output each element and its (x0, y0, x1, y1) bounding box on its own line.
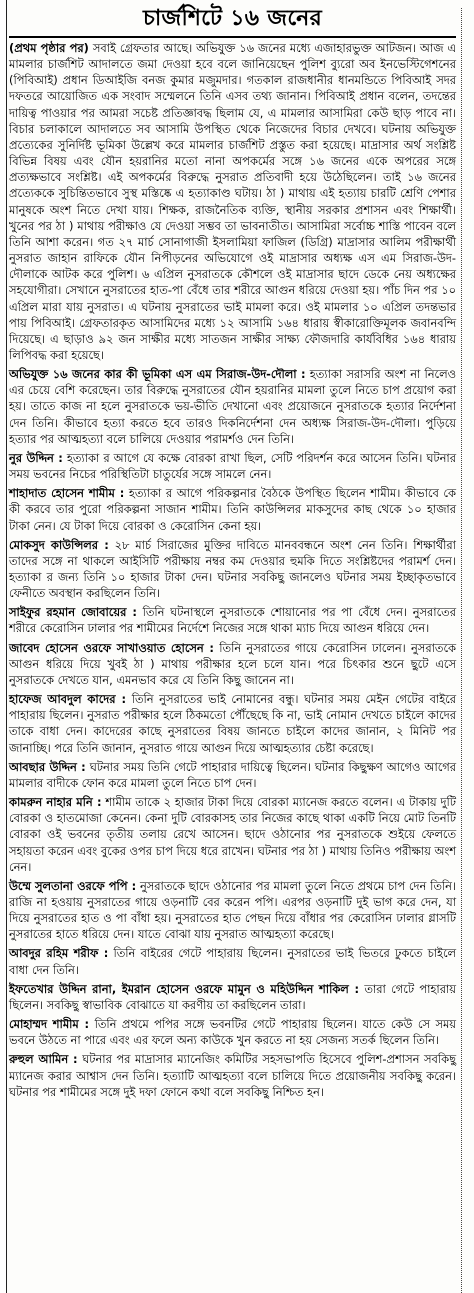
section-text: তিনি নুসরাতের গায়ে কেরোসিন ঢালেন। নুসরাতকে আগুন ধরিয়ে দিয়ে খুবই ঠা ) মাথায় পরীক্ষার হলে চলে যান। পরে চিৎকার শুনে ছুটে এসে নুসরাতকে দেখতে যান, এমনভাব করে যে তিনি কিছু জানেন না। (9, 640, 456, 687)
left-margin-rule (0, 0, 7, 1293)
section-nur-uddin (9, 450, 456, 482)
headline-rule (9, 36, 456, 38)
section-text: ঘটনার পর মাদ্রাসার ম্যানেজিং কমিটির সহসভাপতি হিসেবে পুলিশ-প্রশাসন সবকিছু ম্যানেজ করার আশ্বাস দেন তিনি। হত্যাটি আত্মহত্যা বলে চালিয়ে দিতে প্রয়োজনীয় সবকিছু করেন। ঘটনার পর শামীমের সঙ্গে দুই দফা ফোনে কথা বলে সবকিছু নিশ্চিত হন। (9, 1052, 456, 1099)
section-name: উম্মে সুলতানা ওরফে পপি : (9, 878, 137, 893)
section-text: তারা গেটে পাহারায় ছিলেন। সবকিছু স্বাভাবিক বোঝাতে যা করণীয় তা করছিলেন তারা। (9, 981, 456, 1012)
section-kamrun-nahar-moni (9, 794, 456, 875)
section-text: তিনি বাইরের গেটে পাহারায় ছিলেন। নুসরাতের ভাই ভিতরে ঢুকতে চাইলে বাধা দেন তিনি। (9, 946, 457, 977)
section-name: ইফতেখার উদ্দিন রানা, ইমরান হোসেন ওরফে মামুন ও মহিউদ্দিন শাকিল : (9, 981, 360, 996)
section-text: ২৮ মার্চ সিরাজের মুক্তির দাবিতে মানববন্ধনে অংশ নেন তিনি। শিক্ষার্থীরা তাদের সঙ্গে না থাকলে আইসিটি পরীক্ষায় নম্বর কম দেওয়ার হুমকি দিতে সংশ্লিষ্টদের পরামর্শ দেন। হত্যাকা র জন্য তিনি ১০ হাজার টাকা দেন। ঘটনার সবকিছু জানলেও ঘটনার সময় ইচ্ছাকৃতভাবে ফেনীতে অবস্থান করছিলেন তিনি। (9, 537, 456, 601)
section-saifur-rahman-jobayer (9, 604, 456, 636)
intro-text: সবাই গ্রেফতার আছে। অভিযুক্ত ১৬ জনের মধ্যে এজাহারভুক্ত আটজন। আজ এ মামলার চার্জশিট আদালতে জমা দেওয়া হবে বলে জানিয়েছেন পুলিশ ব্যুরো অব ইনভেস্টিগেশনের (পিবিআই) প্রধান ডিআইজি বনজ কুমার মজুমদার। গতকাল রাজধানীর ধানমন্ডিতে পিবিআই সদর দফতরে আয়োজিত এক সংবাদ সম্মেলনে তিনি এসব তথ্য জানান। পিবিআই প্রধান বলেন, তদন্তের দায়িত্ব পাওয়ার পর আমরা সচেষ্ট প্রতিজ্ঞাবদ্ধ ছিলাম যে, এ মামলার আসামিরা কেউ ছাড় পাবে না। বিচার চলাকালে আদালতে সব আসামি উপস্থিত থেকে নিজেদের বিচার দেখবে। ঘটনায় অভিযুক্ত প্রত্যেকের সুনির্দিষ্ট ভূমিকা উল্লেখ করে মামলার চার্জশিট প্রস্তুত করা হয়েছে। মাদ্রাসার অর্থ সংশ্লিষ্ট বিভিন্ন বিষয় এবং যৌন হয়রানির মতো নানা অপকর্মের সঙ্গে ১৬ জনের একে অপরের সঙ্গে প্রত্যক্ষভাবে সংশ্লিষ্ট। এই অপকর্মের বিরুদ্ধে নুসরাত প্রতিবাদী হয়ে উঠেছিলেন। তাই ১৬ জনের প্রত্যেককে সুচিন্তিতভাবে সুস্থ মস্তিষ্কে এ হত্যাকাণ্ড ঘটায়। ঠা ) মাথায় এই হত্যায় চারটি শ্রেণি পেশার মানুষকে অংশ নিতে দেখা যায়। শিক্ষক, রাজনৈতিক ব্যক্তি, স্থানীয় সরকার প্রশাসন এবং শিক্ষার্থী। খুনের পর ঠা ) মাথায় পরীক্ষাও যে দেওয়া সম্ভব তা ভাবনাতীত। আসামিরা সর্বোচ্চ শাস্তি পাবেন বলে তিনি আশা করেন। গত ২৭ মার্চ সোনাগাজী ইসলামিয়া ফাজিল (ডিগ্রি) মাদ্রাসার আলিম পরীক্ষার্থী নুসরাত জাহান রাফিকে যৌন নিপীড়নের অভিযোগে ওই মাদ্রাসার অধ্যক্ষ এস এম সিরাজ-উদ-দৌলাকে আটক করে পুলিশ। ৬ এপ্রিল নুসরাতকে কৌশলে ওই মাদ্রাসার ছাদে ডেকে নেয় অধ্যক্ষের সহযোগীরা। সেখানে নুসরাতের হাত-পা বেঁধে তার শরীরে আগুন ধরিয়ে দেওয়া হয়। পাঁচ দিন পর ১০ এপ্রিল মারা যায় নুসরাত। এ ঘটনায় নুসরাতের ভাই মামলা করে। ওই মামলার ১০ এপ্রিল তদন্তভার পায় পিবিআই। গ্রেফতারকৃত আসামিদের মধ্যে ১২ আসামি ১৬৪ ধারায় স্বীকারোক্তিমূলক জবানবন্দি দিয়েছে। এ ছাড়াও ৯২ জন সাক্ষীর মধ্যে সাতজন সাক্ষীর সাক্ষ্য ফৌজদারি কার্যবিধির ১৬৪ ধারায় লিপিবদ্ধ করা হয়েছে। (9, 41, 456, 362)
continued-marker: (প্রথম পৃষ্ঠার পর) (9, 41, 89, 55)
section-abdur-rahim-sharif (9, 945, 456, 977)
section-text: নুসরাতকে ছাদে ওঠানোর পর মামলা তুলে নিতে প্রথমে চাপ দেন তিনি। রাজি না হওয়ায় নুসরাতের গায়ে ওড়নাটি বের করেন পপি। এরপর ওড়নাটি দুই ভাগ করে দেন, যা দিয়ে নুসরাতের হাত ও পা বাঁধা হয়। নুসরাতের হাত পেছন দিয়ে বাঁধার পর কেরোসিন ঢালার গ্লাসটি নুসরাতের হাতে ধরিয়ে দেন। যাতে বোঝা যায় নুসরাত আত্মহত্যা করেছে। (9, 878, 457, 942)
section-name: কামরুন নাহার মনি : (9, 795, 102, 810)
section-text: তিনি প্রথমে পপির সঙ্গে ভবনটির গেটে পাহারায় ছিলেন। যাতে কেউ সে সময় ভবনে উঠতে না পারে এবং এর ফলে অন্য কাউকে খুন করতে না হয় সেজন্য সতর্ক ছিলেন তিনি। (9, 1017, 457, 1048)
section-name: আবছার উদ্দিন : (9, 759, 86, 774)
article-headline: চার্জশিটে ১৬ জনের (142, 6, 323, 31)
section-name: মোকসুদ কাউন্সিলর : (9, 537, 109, 552)
intro-paragraph (9, 40, 456, 363)
section-text: ঘটনার সময় তিনি গেটে পাহারার দায়িত্বে ছিলেন। ঘটনার কিছুক্ষণ আগেও আগের মামলার বাদীকে ফোন করে মামলা তুলে নিতে চাপ দেন। (9, 759, 457, 790)
section-text: তিনি ঘটনাস্থলে নুসরাতকে শোয়ানোর পর পা বেঁধে দেন। নুসরাতের শরীরে কেরোসিন ঢালার পর শামীমের নির্দেশে নিজের সঙ্গে থাকা ম্যাচ দিয়ে আগুন ধরিয়ে দেন। (9, 605, 456, 636)
section-gate-guards (9, 981, 456, 1013)
section-jabed-hossain (9, 640, 456, 688)
right-dotted-edge (461, 8, 474, 1293)
section-shahadat-hossain-shamim (9, 485, 456, 533)
article-body (9, 40, 456, 1100)
section-umme-sultana-popy (9, 878, 456, 943)
section-text: তিনি নুসরাতের ভাই নোমানের বন্ধু। ঘটনার সময় মেইন গেটের বাইরে পাহারায় ছিলেন। নুসরাত পরীক্ষার হলে ঠিকমতো পৌঁছেছে কি না, ভাই নোমান দেখতে চাইলে কাদের তাকে বাধা দেন। কাদেরের কাছে নুসরাতের বিষয় জানতে চাইলে কাদের জানান, ২ মিনিট পর জানাচ্ছি। পরে তিনি জানান, নুসরাত গায়ে আগুন দিয়ে আত্মহত্যার চেষ্টা করেছে। (9, 692, 456, 755)
section-name: আবদুর রহিম শরীফ : (9, 946, 109, 961)
section-name: মোহাম্মদ শামীম : (9, 1017, 90, 1032)
section-name: শাহাদাত হোসেন শামীম : (9, 486, 125, 501)
section-name: জাবেদ হোসেন ওরফে সাখাওয়াত হোসেন : (9, 640, 214, 655)
section-name: অভিযুক্ত ১৬ জনের কার কী ভূমিকা এস এম সিরাজ-উদ-দৌলা : (9, 367, 306, 382)
section-name: হাফেজ আবদুল কাদের : (9, 692, 127, 707)
section-moksud-councillor (9, 537, 456, 602)
section-name: সাইফুর রহমান জোবায়ের : (9, 605, 137, 620)
section-absar-uddin (9, 759, 456, 791)
article-column (9, 0, 456, 1100)
section-ruhul-amin (9, 1051, 456, 1099)
section-name: নুর উদ্দিন : (9, 450, 63, 465)
section-sirajuddaula (9, 366, 456, 447)
section-text: হত্যাকা র আগে যে কক্ষে বোরকা রাখা ছিল, সেটি পরিদর্শন করে আসেন তিনি। ঘটনার সময় ভবনের নিচের পরিস্থিতিটা চাতুর্যের সঙ্গে সামলে নেন। (9, 450, 456, 482)
section-text: শামীম তাকে ২ হাজার টাকা দিয়ে বোরকা ম্যানেজ করতে বলেন। এ টাকায় দুটি বোরকা ও হাতমোজা কেনেন। কেনা দুটি বোরকাসহ তার নিজের কাছে থাকা একটি নিয়ে মোট তিনটি বোরকা ওই ভবনের তৃতীয় তলায় রেখে আসেন। ছাদে ওঠানোর পর নুসরাতকে শুইয়ে ফেলতে সহায়তা করেন এবং বুকের ওপর চাপ দিয়ে ধরে রাখেন। ঘটনার পর ঠা ) মাথায় তিনিও পরীক্ষায় অংশ নেন। (9, 795, 457, 874)
section-mohammad-shamim (9, 1016, 456, 1048)
section-name: রুহুল আমিন : (9, 1052, 78, 1067)
section-text: হত্যাকা সরাসরি অংশ না নিলেও এর চেয়ে বেশি করেছেন। তার বিরুদ্ধে নুসরাতের যৌন হয়রানির মামলা তুলে নিতে চাপ প্রয়োগ করা হয়। তাতে কাজ না হলে নুসরাতকে ভয়-ভীতি দেখানো এবং প্রয়োজনে নুসরাতকে হত্যার নির্দেশনা দেন তিনি। কীভাবে হত্যা করতে হবে তারও দিকনির্দেশনা দেন অধ্যক্ষ সিরাজ-উদ-দৌলা। পুড়িয়ে হত্যার পর আত্মহত্যা বলে চালিয়ে দেওয়ার পরামর্শও দেন তিনি। (9, 367, 456, 446)
section-text: হত্যাকা র আগে পরিকল্পনার বৈঠকে উপস্থিত ছিলেন শামীম। কীভাবে কে কী করবে তার পুরো পরিকল্পনা সাজান শামীম। তিনি কাউন্সিলর মাকসুদের কাছ থেকে ১০ হাজার টাকা নেন। যে টাকা দিয়ে বোরকা ও কেরোসিন কেনা হয়। (9, 486, 456, 533)
section-hafez-abdul-kader (9, 691, 456, 756)
